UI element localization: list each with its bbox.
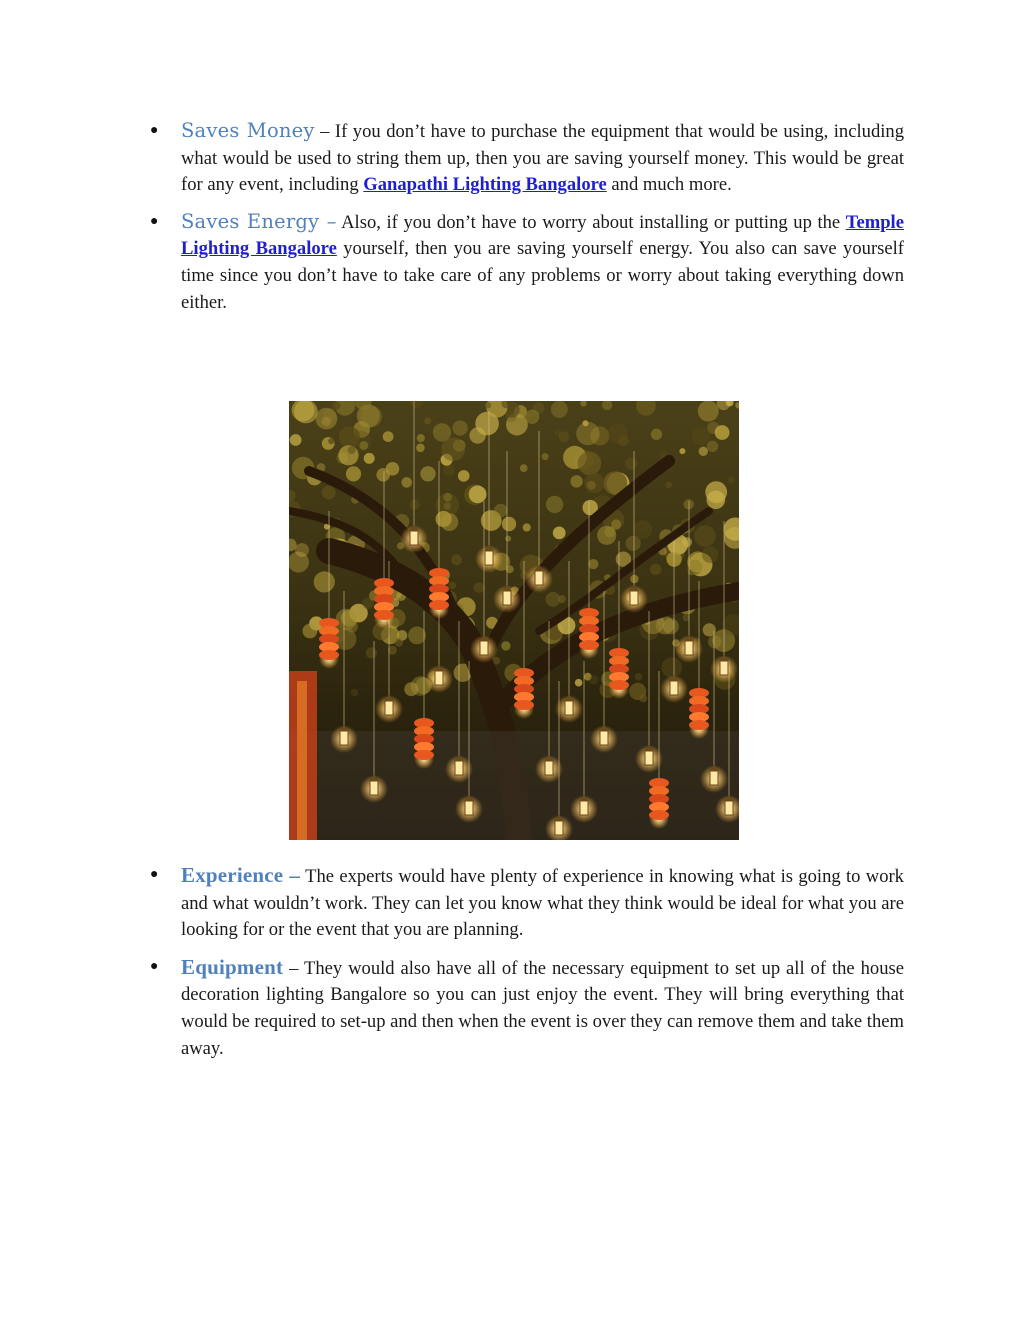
bullet-icon: ● xyxy=(150,123,159,138)
item-dash: – xyxy=(283,957,304,979)
item-dash: – xyxy=(314,121,335,142)
hanging-lanterns-photo xyxy=(289,401,739,840)
list-item-experience xyxy=(140,862,904,944)
item-text-after: yourself, then you are saving yourself energy. You also can save yourself time since you don’t have to take care of any problems or worry about taking everything down either. xyxy=(181,238,904,313)
ganapathi-lighting-link[interactable]: Ganapathi Lighting Bangalore xyxy=(363,174,607,196)
bullet-icon: ● xyxy=(150,213,159,229)
bullet-list-bottom xyxy=(140,862,904,1072)
list-item-equipment xyxy=(140,954,904,1062)
item-heading: Experience – xyxy=(181,863,301,887)
list-item-saves-money xyxy=(140,118,904,199)
item-heading: Saves Energy – xyxy=(181,209,337,233)
bullet-icon: ● xyxy=(150,958,159,974)
item-text-after: and much more. xyxy=(606,174,732,196)
temple-lighting-link[interactable]: Temple Lighting Bangalore xyxy=(181,211,904,260)
item-text: Also, if you don’t have to worry about installing or putting up the xyxy=(336,211,846,233)
item-text: They would also have all of the necessary equipment to set up all of the house decoration lighting Bangalore so you can just enjoy the event. They will bring everything that would be required to set-up and then when the event is over they can remove them and take them away. xyxy=(181,957,904,1059)
bullet-icon: ● xyxy=(150,867,159,882)
item-heading: Equipment xyxy=(181,954,284,979)
item-text: The experts would have plenty of experience in knowing what is going to work and what wouldn’t work. They can let you know what they think would be ideal for what you are looking for or the event that you are planning. xyxy=(181,866,904,941)
list-item-saves-energy xyxy=(140,209,904,316)
bullet-list-top xyxy=(140,118,904,326)
item-heading: Saves Money xyxy=(181,119,315,142)
item-text: If you don’t have to purchase the equipment that would be using, including what would be used to string them up, then you are saving yourself money. This would be great for any event, including xyxy=(181,121,904,196)
